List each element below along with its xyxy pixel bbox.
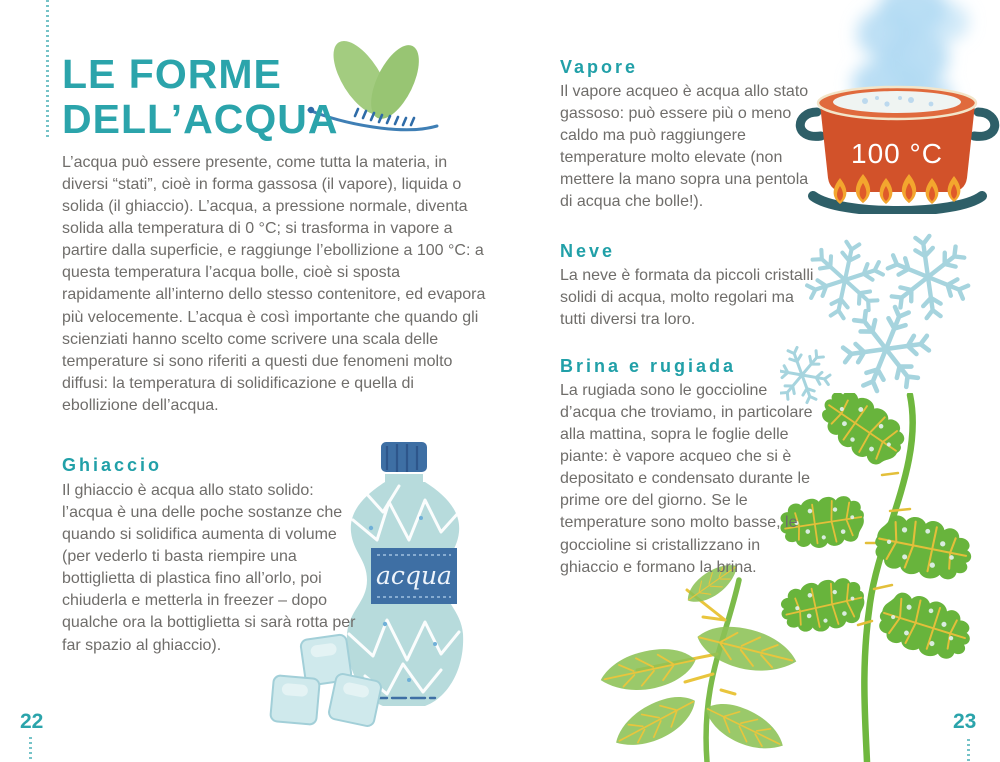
page-title xyxy=(62,52,339,142)
page-number-left: 22 xyxy=(20,710,44,733)
page-number-right: 23 xyxy=(953,710,977,733)
section-body-ghiaccio: Il ghiaccio è acqua allo stato solido: l’acqua è una delle poche sostanze che quando si solidifica aumenta di volume (per vederlo ti basta riempire una bottiglietta di plastica fino all’orlo, poi chiuderla e metterla in freezer – dopo qualche ora la bottiglietta si sarà rotta per far spazio al ghiaccio). xyxy=(62,482,356,654)
section-heading-ghiaccio: Ghiaccio xyxy=(62,455,163,475)
section-body-brina: La rugiada sono le goccioline d’acqua che troviamo, in particolare alla mattina, sopra le foglie delle piante: è vapore acqueo che si è depositato e condensato durante le prime ore del giorno. Se le temperature sono molto basse, le goccioline si cristallizzano in ghiaccio e formano la brina. xyxy=(560,382,813,576)
intro-paragraph: L’acqua può essere presente, come tutta la materia, in diversi “stati”, cioè in forma gassosa (il vapore), liquida o solida (il ghiaccio). L’acqua, a pressione normale, diventa solida alla temperatura di 0 °C; si trasforma in vapore a partire dalla superficie, e raggiunge l’ebollizione a 100 °C: a questa temperatura l’acqua bolle, cioè si sposta rapidamente all’interno dello stesso contenitore, ed evapora più velocemente. L’acqua è così importante che quando gli scienziati hanno scelto come scrivere una scala delle temperature si sono riferiti a questi due fenomeni molto diffusi: la temperatura di solidificazione e quella di ebollizione dell’acqua. xyxy=(62,154,486,414)
page-title-line2: DELL’ACQUA xyxy=(62,96,339,143)
section-body-neve: La neve è formata da piccoli cristalli solidi di acqua, molto regolari ma tutti diversi tra loro. xyxy=(560,267,814,329)
section-heading-brina: Brina e rugiada xyxy=(560,356,737,376)
section-heading-vapore: Vapore xyxy=(560,57,639,77)
section-heading-neve: Neve xyxy=(560,241,616,261)
page-title-line1: LE FORME xyxy=(62,51,282,97)
boiling-pot-icon xyxy=(795,0,1000,214)
dotted-margin-bottom-left xyxy=(29,737,32,762)
section-body-vapore: Il vapore acqueo è acqua allo stato gassoso: può essere più o meno caldo ma può raggiungere temperature molto elevate (non mettere la mano sopra una pentola di acqua che bolle!). xyxy=(560,83,809,211)
bottle-label: acqua xyxy=(376,561,452,590)
pot-temperature-label: 100 °C xyxy=(851,138,943,169)
dotted-margin-top-left xyxy=(46,0,49,137)
